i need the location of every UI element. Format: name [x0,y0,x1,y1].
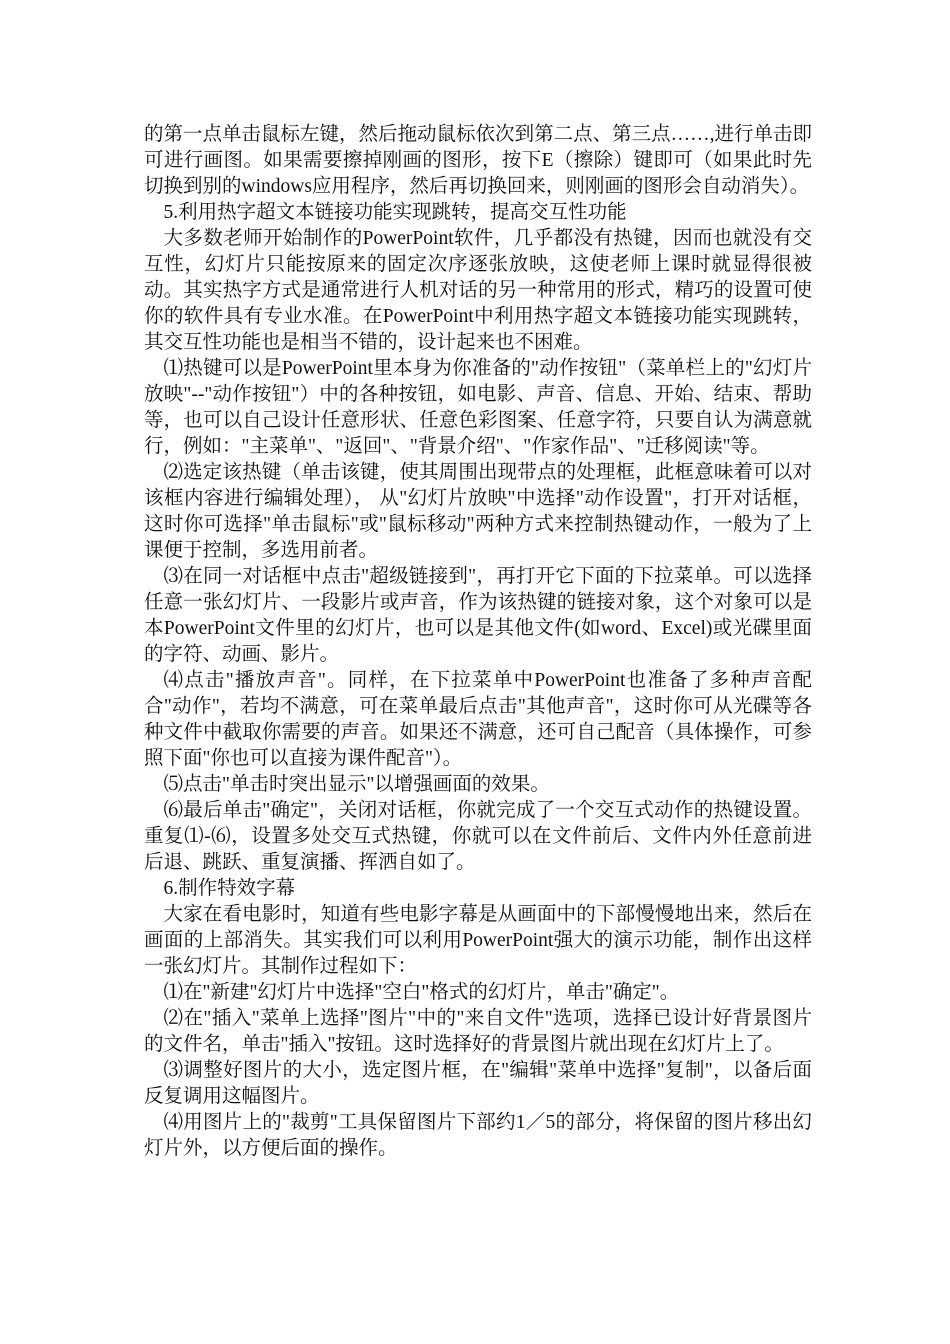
section-heading-5: 5.利用热字超文本链接功能实现跳转，提高交互性功能 [163,202,627,223]
paragraph-9: ⑹最后单击"确定"，关闭对话框，你就完成了一个交互式动作的热键设置。重复⑴-⑹，设置多处交互式热键，你就可以在文件前后、文件内外任意前进后退、跳跃、重复演播、挥洒自如了。 [144,800,812,873]
paragraph-5: ⑵选定该热键（单击该键，使其周围出现带点的处理框，此框意味着可以对该框内容进行编辑处理）， 从"幻灯片放映"中选择"动作设置"，打开对话框，这时你可选择"单击鼠标"或"鼠标移动"两种方式来控制热键动作，一般为了上课便于控制，多选用前者。 [144,462,812,561]
paragraph-11: 大家在看电影时，知道有些电影字幕是从画面中的下部慢慢地出来，然后在画面的上部消失。其实我们可以利用PowerPoint强大的演示功能，制作出这样一张幻灯片。其制作过程如下： [144,904,812,977]
paragraph-6: ⑶在同一对话框中点击"超级链接到"，再打开它下面的下拉菜单。可以选择任意一张幻灯片、一段影片或声音，作为该热键的链接对象，这个对象可以是本PowerPoint文件里的幻灯片，也可以是其他文件(如word、Excel)或光碟里面的字符、动画、影片。 [144,566,812,665]
paragraph-15: ⑷用图片上的"裁剪"工具保留图片下部约1／5的部分，将保留的图片移出幻灯片外，以方便后面的操作。 [144,1112,812,1159]
paragraph-3: 大多数老师开始制作的PowerPoint软件，几乎都没有热键，因而也就没有交互性，幻灯片只能按原来的固定次序逐张放映，这使老师上课时就显得很被动。其实热字方式是通常进行人机对话的另一种常用的形式，精巧的设置可使你的软件具有专业水准。在PowerPoint中利用热字超文本链接功能实现跳转，其交互性功能也是相当不错的，设计起来也不困难。 [144,228,812,353]
paragraph-1: 的第一点单击鼠标左键，然后拖动鼠标依次到第二点、第三点……,进行单击即可进行画图。如果需要擦掉刚画的图形，按下E（擦除）键即可（如果此时先切换到别的windows应用程序，然后再切换回来，则刚画的图形会自动消失）。 [144,124,812,197]
paragraph-4: ⑴热键可以是PowerPoint里本身为你准备的"动作按钮"（菜单栏上的"幻灯片放映"--"动作按钮"）中的各种按钮，如电影、声音、信息、开始、结束、帮助等，也可以自己设计任意形状、任意色彩图案、任意字符，只要自认为满意就行，例如："主菜单"、"返回"、"背景介绍"、"作家作品"、"迁移阅读"等。 [144,358,812,457]
paragraph-12: ⑴在"新建"幻灯片中选择"空白"格式的幻灯片，单击"确定"。 [163,982,680,1003]
paragraph-14: ⑶调整好图片的大小，选定图片框，在"编辑"菜单中选择"复制"，以备后面反复调用这幅图片。 [144,1060,812,1107]
paragraph-8: ⑸点击"单击时突出显示"以增强画面的效果。 [163,774,550,795]
document-page [144,122,812,1162]
paragraph-13: ⑵在"插入"菜单上选择"图片"中的"来自文件"选项，选择已设计好背景图片的文件名，单击"插入"按钮。这时选择好的背景图片就出现在幻灯片上了。 [144,1008,812,1055]
section-heading-6: 6.制作特效字幕 [163,878,296,899]
paragraph-7: ⑷点击"播放声音"。同样，在下拉菜单中PowerPoint也准备了多种声音配合"动作"，若均不满意，可在菜单最后点击"其他声音"，这时你可从光碟等各种文件中截取你需要的声音。如果还不满意，还可自己配音（具体操作，可参照下面"你也可以直接为课件配音"）。 [144,670,812,769]
